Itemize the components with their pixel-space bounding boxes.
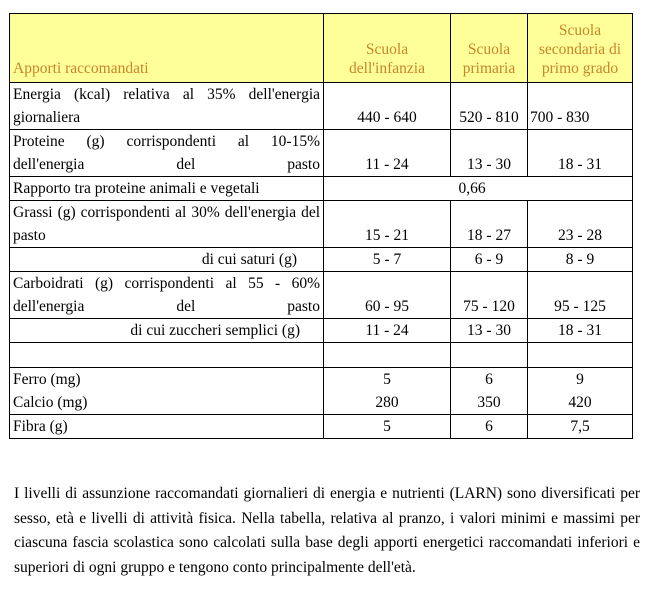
row-label-fibra: Fibra (g) <box>10 415 324 439</box>
cell-value: 11 - 24 <box>324 319 451 343</box>
cell-value: 18 - 31 <box>528 319 633 343</box>
cell-value: 9 <box>576 371 584 388</box>
row-label-carboidrati: Carboidrati (g) corrispondenti al 55 - 60% dell'energia del pasto <box>10 272 324 319</box>
cell-value: 8 - 9 <box>528 248 633 272</box>
table-header-row <box>10 14 633 83</box>
cell-value: 13 - 30 <box>451 319 528 343</box>
cell-value: 420 <box>568 394 592 411</box>
cell-value: 18 - 27 <box>451 201 528 248</box>
table-row <box>10 415 633 439</box>
row-label-energia: Energia (kcal) relativa al 35% dell'energia giornaliera <box>10 83 324 130</box>
cell-value: 23 - 28 <box>528 201 633 248</box>
minerals-col2 <box>451 368 528 415</box>
header-infanzia: Scuola dell'infanzia <box>324 14 451 83</box>
row-label-grassi: Grassi (g) corrispondenti al 30% dell'energia del pasto <box>10 201 324 248</box>
table-row <box>10 83 633 130</box>
cell-value: 520 - 810 <box>451 83 528 130</box>
cell-value: 15 - 21 <box>324 201 451 248</box>
row-label-saturi: di cui saturi (g) <box>10 248 324 272</box>
cell-value: 7,5 <box>528 415 633 439</box>
table-row-blank <box>10 343 633 368</box>
cell-value: 350 <box>477 394 501 411</box>
table-row <box>10 319 633 343</box>
minerals-col1 <box>324 368 451 415</box>
larn-note-paragraph: I livelli di assunzione raccomandati giornalieri di energia e nutrienti (LARN) sono diversificati per sesso, età e livelli di attività fisica. Nella tabella, relativa al pranzo, i valori minimi e massimi per ciascuna fascia scolastica sono calcolati sulla base degli apporti energetici raccomandati inferiori e superiori di ogni gruppo e tengono conto principalmente dell'età. <box>14 485 640 576</box>
row-label-rapporto: Rapporto tra proteine animali e vegetali <box>10 177 324 201</box>
cell-value: 95 - 125 <box>528 272 633 319</box>
cell-value: 440 - 640 <box>324 83 451 130</box>
row-label-proteine: Proteine (g) corrispondenti al 10-15% dell'energia del pasto <box>10 130 324 177</box>
table-row <box>10 248 633 272</box>
header-label: Apporti raccomandati <box>10 14 324 83</box>
cell-value: 5 <box>383 371 391 388</box>
cell-value: 700 - 830 <box>528 83 633 130</box>
nutrition-table <box>9 13 633 439</box>
cell-value: 75 - 120 <box>451 272 528 319</box>
table-row <box>10 177 633 201</box>
cell-value-merged: 0,66 <box>324 177 633 201</box>
table-row <box>10 272 633 319</box>
cell-value: 11 - 24 <box>324 130 451 177</box>
cell-value: 5 - 7 <box>324 248 451 272</box>
row-label-ferro: Ferro (mg) <box>13 371 81 388</box>
cell-value: 5 <box>324 415 451 439</box>
minerals-labels <box>10 368 324 415</box>
table-row <box>10 130 633 177</box>
header-secondaria: Scuola secondaria di primo grado <box>528 14 633 83</box>
cell-value: 6 - 9 <box>451 248 528 272</box>
cell-value: 18 - 31 <box>528 130 633 177</box>
minerals-col3 <box>528 368 633 415</box>
row-label-zuccheri: di cui zuccheri semplici (g) <box>10 319 324 343</box>
header-primaria: Scuola primaria <box>451 14 528 83</box>
row-label-calcio: Calcio (mg) <box>13 394 88 411</box>
cell-value: 280 <box>375 394 399 411</box>
table-row <box>10 201 633 248</box>
cell-value: 6 <box>451 415 528 439</box>
cell-value: 60 - 95 <box>324 272 451 319</box>
table-row-minerals <box>10 368 633 415</box>
cell-value: 13 - 30 <box>451 130 528 177</box>
cell-value: 6 <box>485 371 493 388</box>
